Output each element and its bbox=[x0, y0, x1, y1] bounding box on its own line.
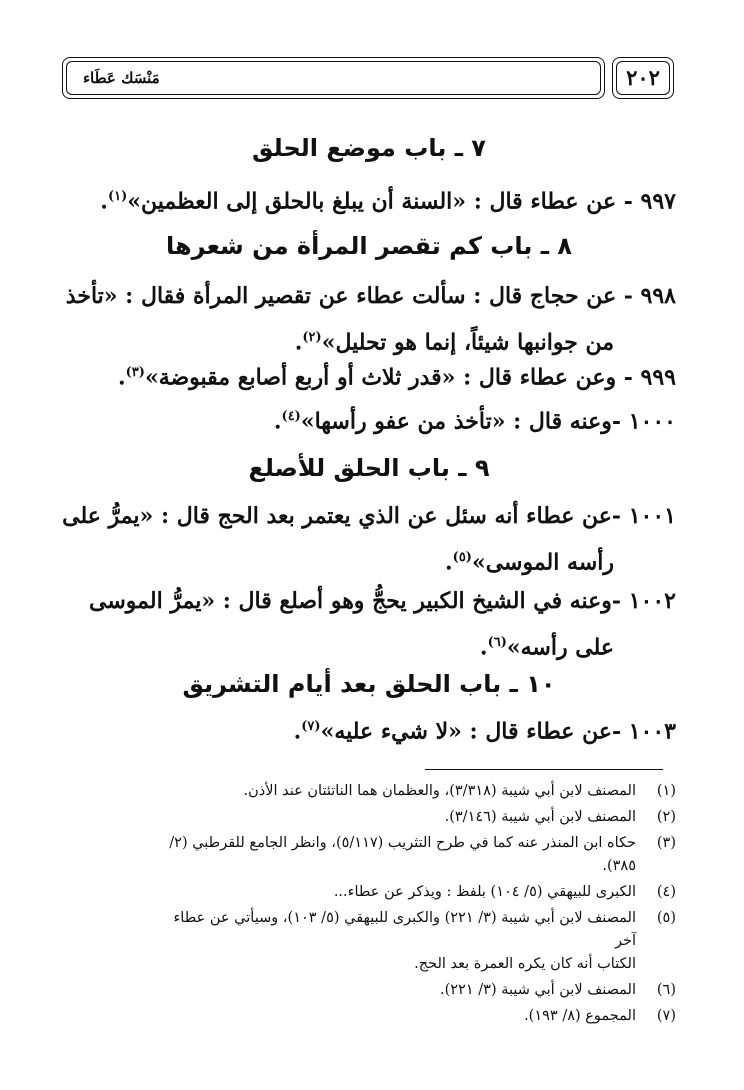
entry-998 bbox=[62, 275, 676, 363]
entry-1003 bbox=[62, 706, 676, 752]
footnote bbox=[148, 780, 676, 803]
entry-text: ١٠٠٣ -عن عطاء قال : «لا شيء عليه» bbox=[320, 718, 676, 745]
running-title: مَنْسَك عَطَاء bbox=[83, 69, 160, 87]
footnote-mark: (٥) bbox=[656, 910, 676, 926]
footnote-text: المصنف لابن أبي شيبة (٣/٣١٨)، والعظمان هما الناتئتان عند الأذن. bbox=[243, 783, 636, 799]
footnote-mark: (١) bbox=[656, 783, 676, 799]
entry-1001 bbox=[62, 495, 676, 583]
footnote-text: الكبرى للبيهقي (٥/ ١٠٤) بلفظ : ويذكر عن عطاء... bbox=[333, 884, 636, 900]
footnote-text: المصنف لابن أبي شيبة (٣/١٤٦). bbox=[444, 809, 636, 825]
entry-continuation bbox=[62, 537, 676, 583]
footnote-ref: (٦) bbox=[487, 635, 507, 650]
entry-text: ١٠٠٢ -وعنه في الشيخ الكبير يحجُّ وهو أصلع قال : «يمرُّ الموسى bbox=[89, 588, 676, 614]
footnote-text: المجموع (٨/ ١٩٣). bbox=[524, 1008, 636, 1024]
footnote bbox=[148, 907, 676, 976]
entry-end: . bbox=[293, 718, 302, 745]
entry-text: ١٠٠١ -عن عطاء أنه سئل عن الذي يعتمر بعد الحج قال : «يمرُّ على bbox=[62, 503, 676, 529]
entry-text: ٩٩٨ - عن حجاج قال : سألت عطاء عن تقصير المرأة فقال : «تأخذ bbox=[65, 283, 676, 309]
footnote-continuation: الكتاب أنه كان يكره العمرة بعد الحج. bbox=[414, 956, 636, 972]
footnote bbox=[148, 806, 676, 829]
entry-text: على رأسه» bbox=[506, 634, 614, 661]
footnote-text: حكاه ابن المنذر عنه كما في طرح التثريب (٥/١١٧)، وانظر الجامع للقرطبي (٢/ bbox=[169, 835, 636, 851]
section-title: ١٠ ـ باب الحلق بعد أيام التشريق bbox=[182, 670, 556, 698]
footnotes bbox=[148, 780, 676, 1031]
footnote-ref: (٥) bbox=[452, 550, 472, 565]
footnote-mark: (٧) bbox=[656, 1008, 676, 1024]
entry-end: . bbox=[273, 408, 282, 435]
running-header bbox=[62, 57, 674, 101]
entry-997 bbox=[62, 176, 676, 222]
entry-text: ٩٩٧ - عن عطاء قال : «السنة أن يبلغ بالحلق إلى العظمين» bbox=[127, 188, 676, 215]
section-title: ٩ ـ باب الحلق للأصلع bbox=[248, 454, 490, 482]
footnote bbox=[148, 1005, 676, 1028]
footnote-body bbox=[148, 907, 636, 976]
entry-end: . bbox=[294, 329, 303, 356]
entry-end: . bbox=[100, 188, 108, 215]
footnote-mark: (٦) bbox=[656, 982, 676, 998]
footnote-mark: (٤) bbox=[656, 884, 676, 900]
footnote-mark: (٢) bbox=[656, 809, 676, 825]
entry-text: ٩٩٩ - وعن عطاء قال : «قدر ثلاث أو أربع أصابع مقبوضة» bbox=[144, 364, 676, 391]
page-number: ٢٠٢ bbox=[626, 65, 660, 90]
footnote-ref: (٢) bbox=[302, 330, 322, 345]
footnote-separator bbox=[425, 769, 663, 770]
footnote-ref: (١) bbox=[107, 189, 128, 204]
entry-999 bbox=[62, 352, 676, 398]
entry-1002 bbox=[62, 580, 676, 668]
footnote-ref: (٤) bbox=[281, 409, 301, 424]
page-number-frame bbox=[612, 57, 674, 99]
footnote-continuation: ٣٨٥). bbox=[602, 858, 636, 874]
section-title: ٧ ـ باب موضع الحلق bbox=[252, 134, 486, 162]
section-title: ٨ ـ باب كم تقصر المرأة من شعرها bbox=[166, 232, 572, 260]
entry-continuation bbox=[62, 622, 676, 668]
footnote bbox=[148, 881, 676, 904]
entry-text: ١٠٠٠ -وعنه قال : «تأخذ من عفو رأسها» bbox=[300, 408, 676, 435]
entry-end: . bbox=[444, 549, 453, 576]
title-frame bbox=[62, 57, 605, 99]
footnote-text: المصنف لابن أبي شيبة (٣/ ٢٢١). bbox=[439, 982, 636, 998]
footnote-body bbox=[148, 832, 636, 878]
entry-1000 bbox=[62, 396, 676, 442]
entry-end: . bbox=[117, 364, 126, 391]
footnote-mark: (٣) bbox=[656, 835, 676, 851]
entry-end: . bbox=[479, 634, 488, 661]
footnote-text: المصنف لابن أبي شيبة (٣/ ٢٢١) والكبرى للبيهقي (٥/ ١٠٣)، وسيأتي عن عطاء آخر bbox=[173, 910, 636, 949]
footnote-ref: (٧) bbox=[301, 719, 321, 734]
footnote-ref: (٣) bbox=[125, 365, 145, 380]
entry-text: رأسه الموسى» bbox=[471, 549, 614, 576]
footnote bbox=[148, 979, 676, 1002]
footnote bbox=[148, 832, 676, 878]
entry-text: من جوانبها شيئاً، إنما هو تحليل» bbox=[321, 329, 614, 356]
